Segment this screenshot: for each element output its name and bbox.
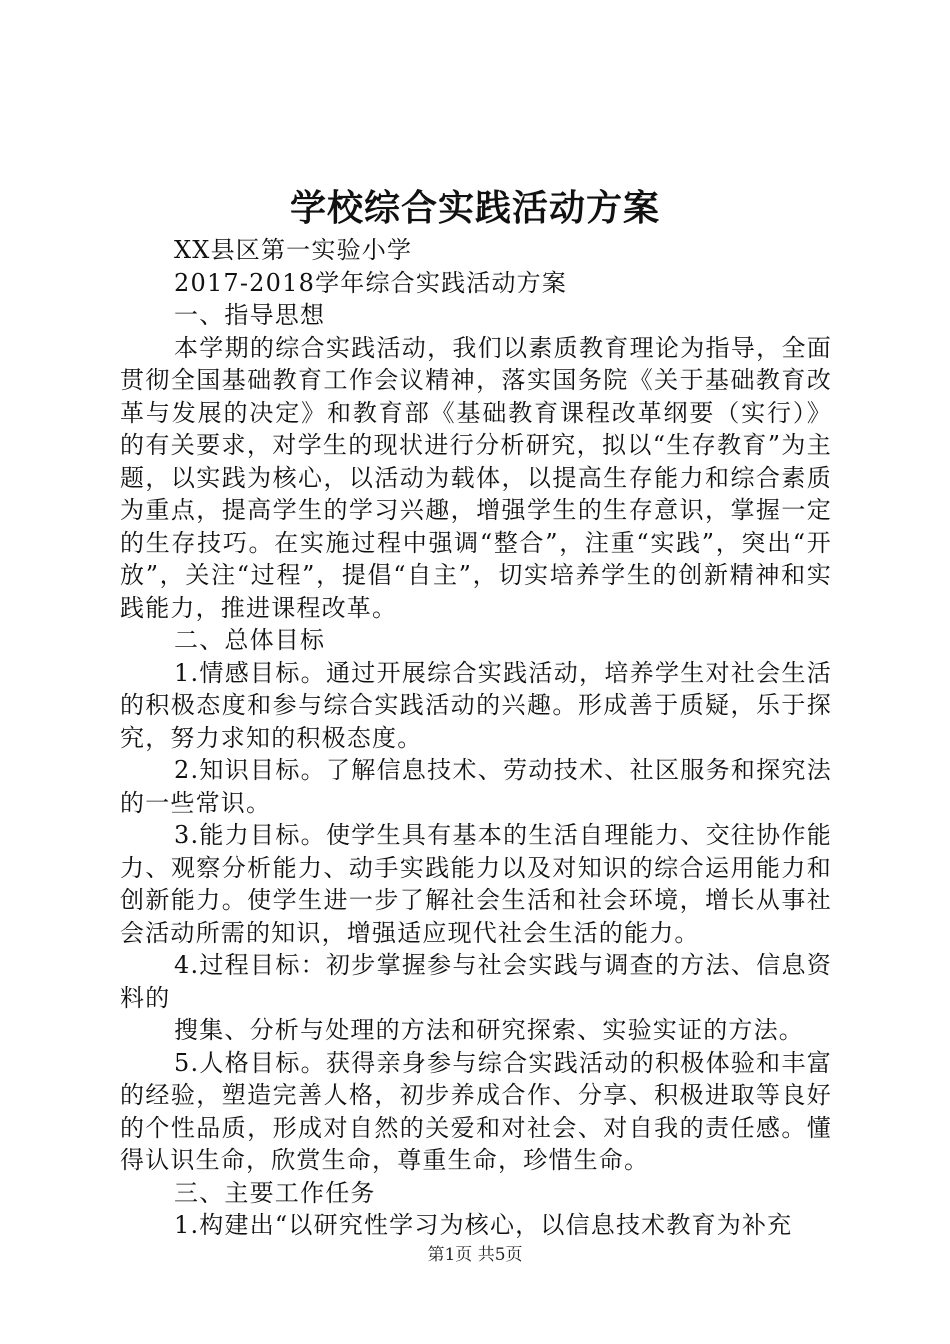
section-heading-1: 一、指导思想 bbox=[174, 301, 326, 329]
plan-subtitle: 2017-2018学年综合实践活动方案 bbox=[174, 268, 568, 297]
goal-emotion: 1.情感目标。通过开展综合实践活动，培养学生对社会生活的积极态度和参与综合实践活动的兴趣。形成善于质疑，乐于探究，努力求知的积极态度。 bbox=[120, 658, 832, 752]
goal-process-continued: 搜集、分析与处理的方法和研究探索、实验实证的方法。 bbox=[174, 1016, 804, 1044]
paragraph-guiding-thought: 本学期的综合实践活动，我们以素质教育理论为指导，全面贯彻全国基础教育工作会议精神，落实国务院《关于基础教育改革与发展的决定》和教育部《基础教育课程改革纲要（实行）》的有关要求，对学生的现状进行分析研究，拟以“生存教育”为主题，以实践为核心，以活动为载体，以提高生存能力和综合素质为重点，提高学生的学习兴趣，增强学生的生存意识，掌握一定的生存技巧。在实施过程中强调“整合”，注重“实践”，突出“开放”，关注“过程”，提倡“自主”，切实培养学生的创新精神和实践能力，推进课程改革。 bbox=[120, 333, 832, 622]
goal-personality: 5.人格目标。获得亲身参与综合实践活动的积极体验和丰富的经验，塑造完善人格，初步养成合作、分享、积极进取等良好的个性品质，形成对自然的关爱和对社会、对自我的责任感。懂得认识生命，欣赏生命，尊重生命，珍惜生命。 bbox=[120, 1048, 832, 1174]
goal-ability: 3.能力目标。使学生具有基本的生活自理能力、交往协作能力、观察分析能力、动手实践能力以及对知识的综合运用能力和创新能力。使学生进一步了解社会生活和社会环境，增长从事社会活动所需的知识，增强适应现代社会生活的能力。 bbox=[120, 821, 832, 947]
goal-knowledge: 2.知识目标。了解信息技术、劳动技术、社区服务和探究法的一些常识。 bbox=[120, 756, 832, 817]
section-heading-2: 二、总体目标 bbox=[174, 626, 326, 654]
task-1: 1.构建出“以研究性学习为核心，以信息技术教育为补充 bbox=[174, 1211, 793, 1239]
section-heading-3: 三、主要工作任务 bbox=[174, 1178, 376, 1207]
school-name: XX县区第一实验小学 bbox=[174, 236, 413, 264]
document-body bbox=[120, 234, 832, 1242]
page-number: 第1页 共5页 bbox=[427, 1245, 523, 1265]
document-title: 学校综合实践活动方案 bbox=[289, 187, 660, 229]
goal-process: 4.过程目标：初步掌握参与社会实践与调查的方法、信息资料的 bbox=[120, 951, 832, 1012]
